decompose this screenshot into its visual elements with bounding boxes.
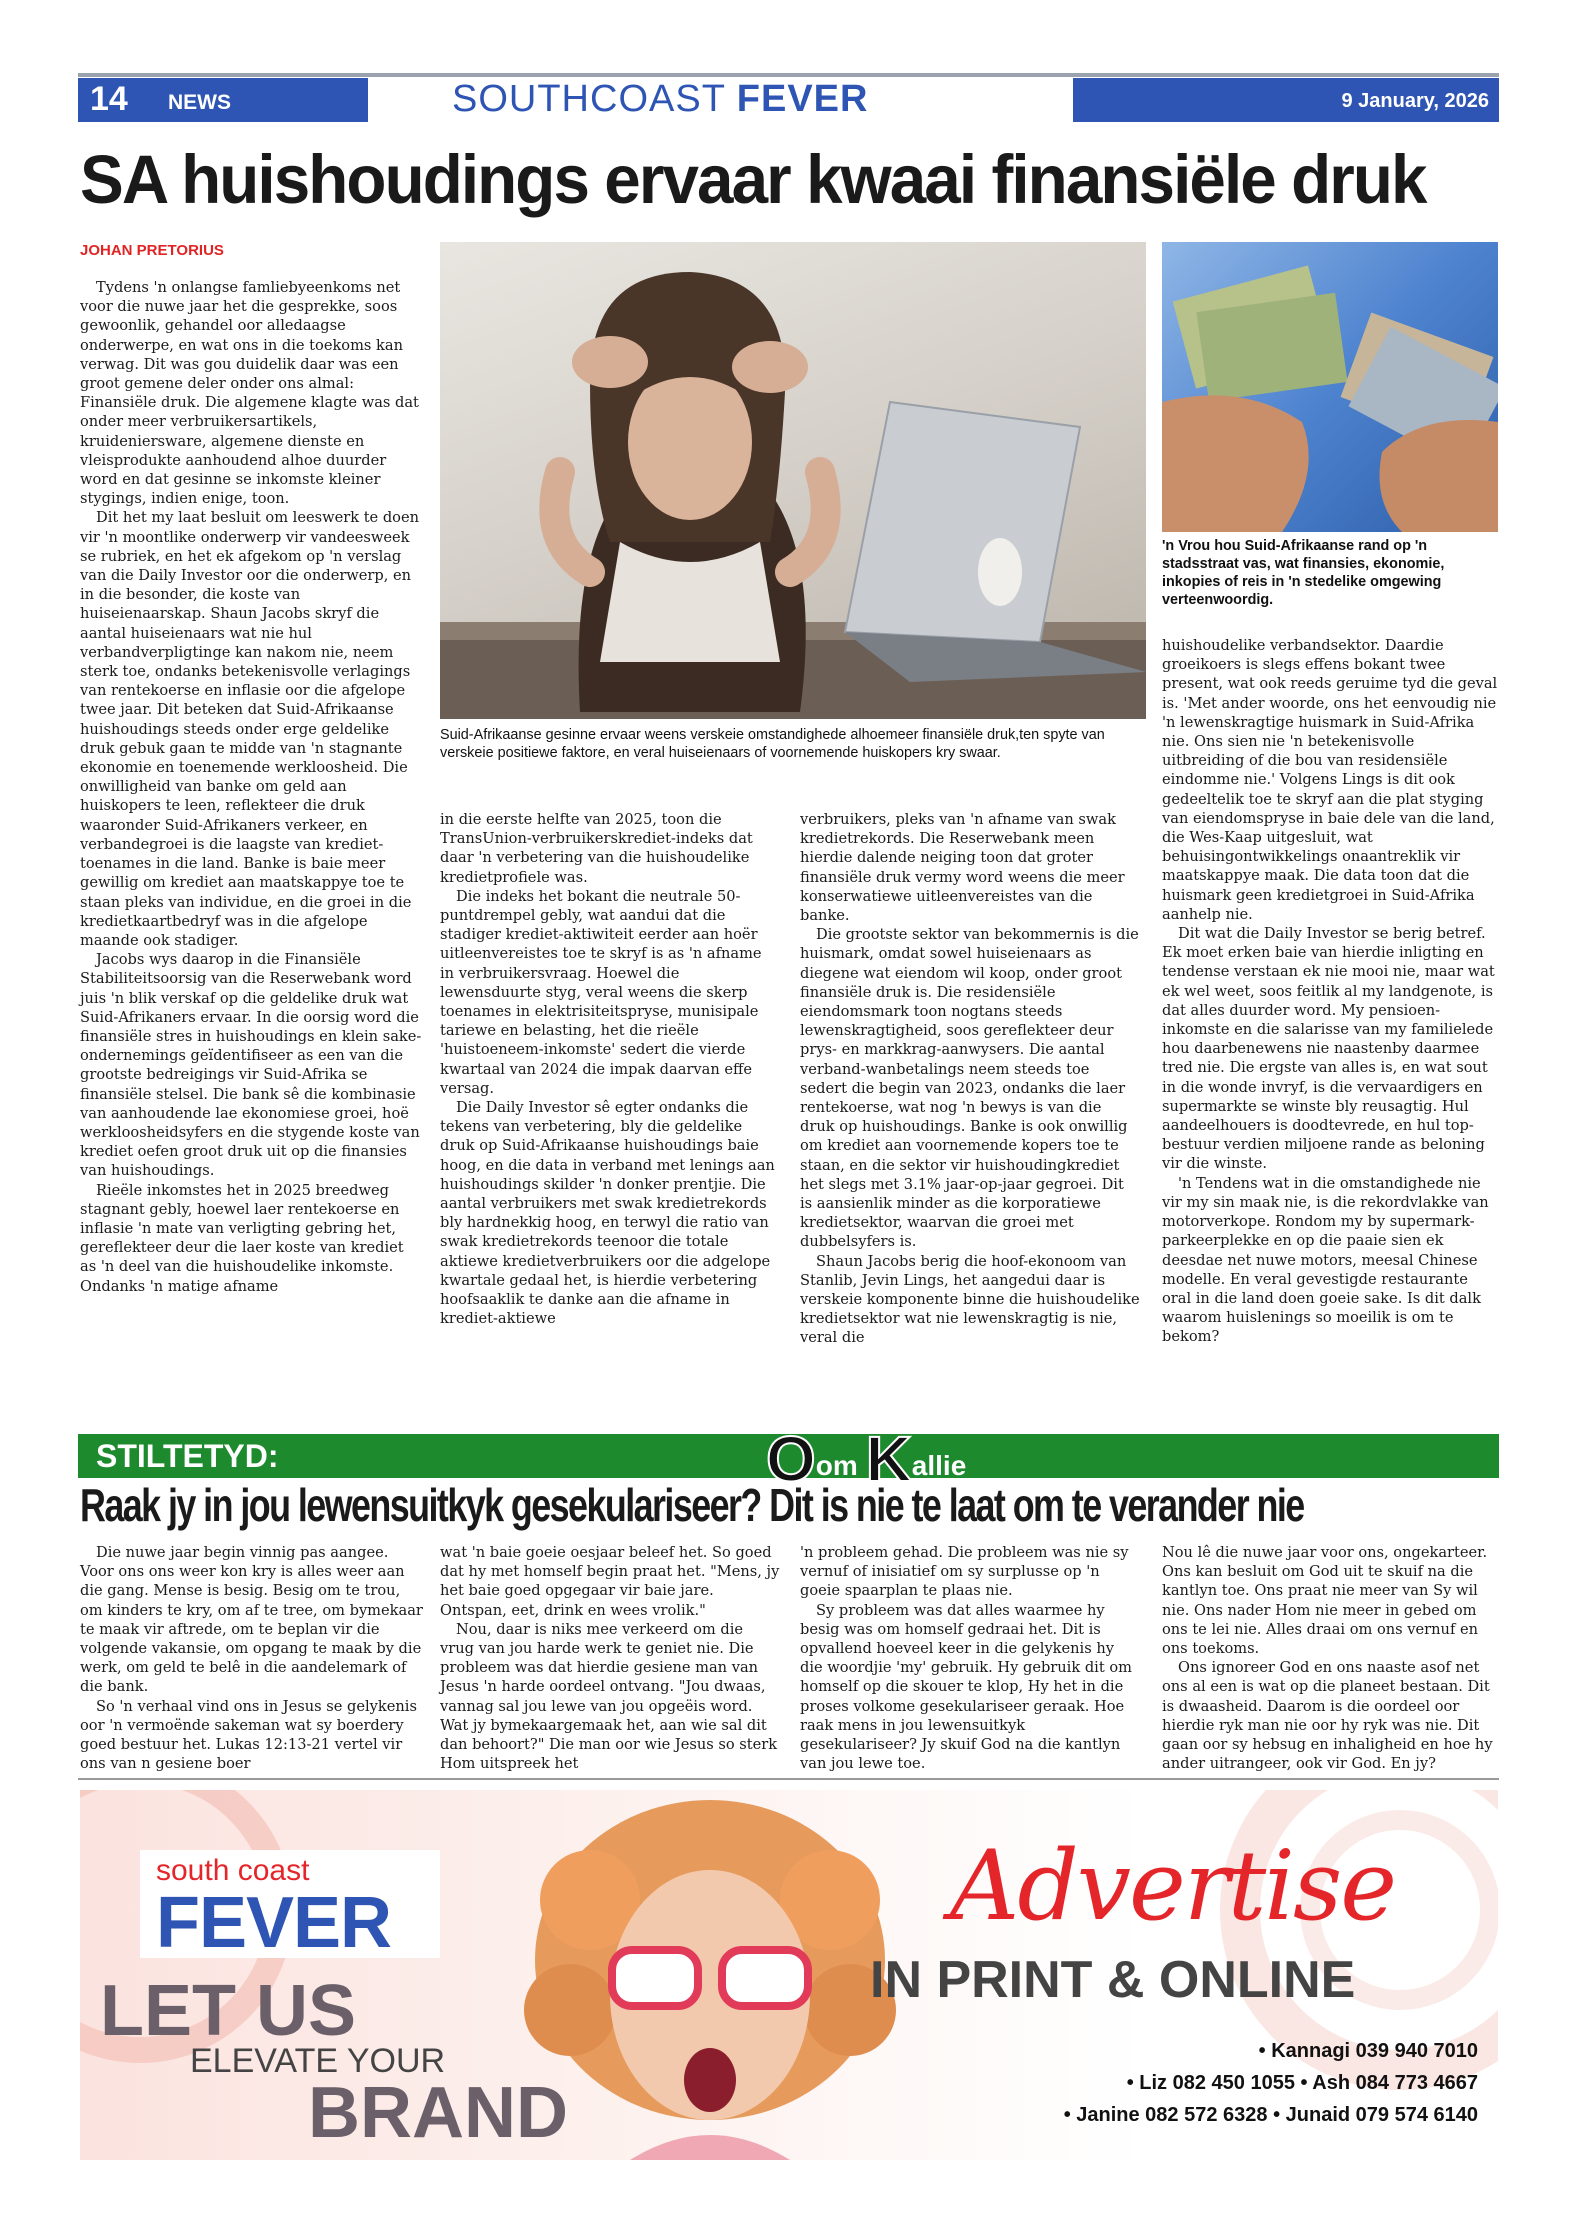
- paragraph: in die eerste helfte van 2025, toon die TransUnion-verbruikerskrediet-indeks dat daar 'n verbetering van die huishoudelike kredietprofiele was.: [440, 811, 753, 886]
- logo-bottom: FEVER: [156, 1883, 392, 1963]
- ad-line-3: BRAND: [308, 2073, 568, 2153]
- fever-logo: [140, 1850, 440, 1963]
- oom-rest: om: [815, 1450, 866, 1481]
- paragraph: Dit het my laat besluit om leeswerk te doen vir 'n moontlike onderwerp vir vandeesweek se rubriek, en het ek afgekom op 'n verslag van die Daily Investor oor die onderwerp, en in die besonder, die koste van huiseienaarskap. Shaun Jacobs skryf die aantal huiseienaars wat nie hul verbandverpligtinge kan nakom nie, neem sterk toe, ondanks betekenisvolle verlagings van rentekoerse en inflasie oor die afgelope twee jaar. Dit beteken dat Suid-Afrikaanse huishoudings steeds onder erge geldelike druk gebuk gaan te midde van 'n stagnante ekonomie en toenemende werkloosheid. Die onwilligheid van banke om geld aan huiskopers te leen, reflekteer die druk waaronder Suid-Afrikaners verkeer, en verbandegroei is die laagste van krediet-toenames in die land. Banke is baie meer gewillig om krediet aan maatskappye toe te staan pleks van individue, en die groei in die kredietkaartbedryf was in die afgelope maande ook stadiger.: [80, 509, 419, 949]
- masthead-bold: FEVER: [736, 78, 869, 120]
- logo-top: south coast: [156, 1854, 310, 1887]
- article-column-3: [800, 810, 1140, 1348]
- kallie-initial: K: [865, 1423, 912, 1495]
- masthead-light: SOUTHCOAST: [452, 78, 737, 120]
- stiltetyd-column-1: [80, 1543, 424, 1773]
- paragraph: 'n probleem gehad. Die probleem was nie sy vernuf of inisiatief om sy surplusse op 'n goeie spaarplan te plaas nie.: [800, 1544, 1129, 1600]
- stiltetyd-column-2: [440, 1543, 780, 1773]
- paragraph: Ons ignoreer God en ons naaste asof net ons al een is wat op die planeet bestaan. Dit is dwaasheid. Daarom is die oordeel oor hierdie ryk man nie oor hy ryk was nie. Dit gaan oor sy hebsug en inhaligheid en hoe hy ander uitrangeer, ook vir God. En jy?: [1162, 1659, 1493, 1773]
- paragraph: Die indeks het bokant die neutrale 50-puntdrempel gebly, wat aandui dat die stadiger krediet-aktiwiteit eerder aan hoër uitleenvereistes toe te skryf is as 'n afname in verbruikersvraag. Hoewel die lewensduurte styg, veral weens die skerp toenames in elektrisiteitspryse, munisipale tariewe en belasting, het die rieële 'huistoeneem-inkomste' sedert die vierde kwartaal van 2024 die impak daarvan effe versag.: [440, 887, 762, 1097]
- paragraph: Tydens 'n onlangse famliebyeenkoms net voor die nuwe jaar het die gesprekke, soos gewoonlik, gehandel oor alledaagse onderwerpe, en wat ons in die toekoms kan verwag. Dit was gou duidelik daar was een groot gemene deler onder ons almal: Finansiële druk. Die algemene klagte was dat onder meer verbruikersartikels, kruideniersware, algemene dienste en vleisprodukte aanhoudend alhoe duurder word en dat gesinne se inkomste kleiner stygings, indien enige, toon.: [80, 279, 419, 508]
- advert-rule: [78, 1778, 1499, 1780]
- photo-rand-notes-illustration: [1162, 242, 1498, 532]
- stiltetyd-band: [78, 1423, 1499, 1495]
- paragraph: So 'n verhaal vind ons in Jesus se gelykenis oor 'n vermoënde sakeman wat sy boerdery goed bestuur het. Lukas 12:13-21 vertel vir ons van n gesiene boer: [80, 1697, 417, 1773]
- stiltetyd-column-4: [1162, 1543, 1498, 1773]
- issue-date: 9 January, 2026: [1341, 90, 1489, 112]
- masthead-box: [368, 78, 1073, 122]
- ad-advertise: Advertise: [950, 1830, 1396, 1942]
- header-top-rule: [78, 73, 1499, 77]
- ad-print-online: IN PRINT & ONLINE: [870, 1951, 1356, 2009]
- photo-stressed-woman: [440, 242, 1146, 719]
- article-column-1: [80, 278, 424, 1296]
- paragraph: Die nuwe jaar begin vinnig pas aangee. Voor ons ons weer kon kry is alles weer aan die gang. Mense is besig. Besig om te trou, om kinders te kry, om af te tree, om bymekaar te maak vir aftrede, om te beplan vir die volgende vakansie, om opgang te maak by die werk, om geld te belê in die aandelemark of die bank.: [80, 1544, 423, 1696]
- paragraph: 'n Tendens wat in die omstandighede nie vir my sin maak nie, is die rekordvlakke van motorverkope. Rondom my by supermark-parkeerplekke en op die paaie sien ek deesdae net nuwe motors, meesal Chinese modelle. En veral gevestigde restaurante oral in die land doen goeie sake. Is dit dalk waarom huislenings so moeilik is om te bekom?: [1162, 1174, 1489, 1346]
- article-column-2: [440, 810, 780, 1328]
- masthead: [452, 78, 868, 121]
- ad-contact-3: • Janine 082 572 6328 • Junaid 079 574 6140: [1063, 2104, 1478, 2126]
- paragraph: Die Daily Investor sê egter ondanks die tekens van verbetering, bly die geldelike druk op Suid-Afrikaanse huishoudings baie hoog, en die data in verband met lenings aan huishoudings skilder 'n donker prentjie. Die aantal verbruikers met swak kredietrekords bly hardnekkig hoog, en terwyl die ratio van swak kredietrekords teenoor die totale aktiewe kredietverbruikers oor die adgelope kwartale gedaal het, is hierdie verbetering hoofsaaklik te danke aan die afname in krediet-aktiewe: [440, 1099, 775, 1328]
- section-label: NEWS: [168, 91, 231, 114]
- page-number: 14: [90, 80, 128, 118]
- paragraph: Rieële inkomstes het in 2025 breedweg stagnant gebly, hoewel laer rentekoerse en inflasie 'n mate van verligting gebring het, gereflekteer deur die laer koste van krediet as 'n deel van die huishoudelike inkomste. Ondanks 'n matige afname: [80, 1181, 404, 1295]
- article-headline: SA huishoudings ervaar kwaai finansiële druk: [80, 141, 1426, 218]
- byline: JOHAN PRETORIUS: [80, 242, 224, 259]
- advert-banner: [80, 1790, 1498, 2160]
- paragraph: Sy probleem was dat alles waarmee hy besig was om homself gedraai het. Dit is opvallend hoeveel keer in die gelykenis hy die woordjie 'my' gebruik. Hy gebruik dit om homself op die skouer te klop, Hy het in die proses volkome gesekulariseer geraak. Hoe raak mens in jou lewensuitkyk gesekulariseer? Jy skuif God na die kantlyn van jou lewe toe.: [800, 1601, 1132, 1773]
- paragraph: wat 'n baie goeie oesjaar beleef het. So goed dat hy met homself begin praat het. "Mens, jy het baie goed opgegaar vir baie jare. Ontspan, eet, drink en wees vrolik.": [440, 1544, 780, 1619]
- stiltetyd-label: STILTETYD:: [96, 1438, 279, 1474]
- paragraph: verbruikers, pleks van 'n afname van swak kredietrekords. Die Reserwebank meen hierdie dalende neiging toon dat groter finansiële druk vermy word weens die meer konserwatiewe uitleenvereistes van die banke.: [800, 811, 1125, 925]
- oom-initial: O: [766, 1423, 816, 1495]
- paragraph: Nou, daar is niks mee verkeerd om die vrug van jou harde werk te geniet nie. Die probleem was dat hierdie gesiene man van Jesus 'n harde oordeel ontvang. "Jou dwaas, vannag sal jou lewe van jou opgeëis word. Wat jy bymekaargemaak het, aan wie sal dit dan behoort?" Die man oor wie Jesus so sterk Hom uitspreek het: [440, 1620, 778, 1773]
- ad-contact-2: • Liz 082 450 1055 • Ash 084 773 4667: [1126, 2072, 1478, 2094]
- paragraph: Nou lê die nuwe jaar voor ons, ongekarteer. Ons kan besluit om God uit te skuif na die kantlyn toe. Ons praat nie meer van Sy wil nie. Ons nader Hom nie meer in gebed om ons te lei nie. Alles draai om ons vernuf en ons toekoms.: [1162, 1544, 1488, 1658]
- paragraph: huishoudelike verbandsektor. Daardie groeikoers is slegs effens bokant twee present, wat ook reeds geruime tyd die geval is. 'Met ander woorde, ons het eenvoudig nie 'n lewenskragtige huismark in Suid-Afrika nie. Ons sien nie 'n betekenisvolle uitbreiding of die bou van residensiële eindomme nie.' Volgens Lings is dit ook gedeeltelik toe te skryf aan die plat styging van eiendomspryse in baie dele van die land, die Wes-Kaap uitgesluit, wat behuisingontwikkelings onaantreklik vir maatskappye maak. Die data toon dat die huismark geen kredietgroei in Suid-Afrika aanhelp nie.: [1162, 637, 1498, 923]
- ad-line-1: LET US: [100, 1971, 357, 2051]
- stiltetyd-headline: Raak jy in jou lewensuitkyk gesekulariseer? Dit is nie te laat om te verander nie: [80, 1479, 1304, 1531]
- paragraph: Jacobs wys daarop in die Finansiële Stabiliteitsoorsig van die Reserwebank word juis 'n blik verskaf op die geldelike druk wat Suid-Afrikaners ervaar. In die oorsig word die finansiële stres in huishoudings en klein sake-ondernemings geïdentifiseer as een van die grootste bedreigings vir Suid-Afrika se finansiële stelsel. Die bank sê die kombinasie van aanhoudende lae ekonomiese groei, hoë werkloosheidsyfers en die stygende koste van krediet oefen groot druk uit op die finansies van huishoudings.: [80, 951, 422, 1180]
- side-photo-caption: 'n Vrou hou Suid-Afrikaanse rand op 'n stadsstraat vas, wat finansies, ekonomie, inkopies of reis in 'n stedelike omgewing verteenwoordig.: [1162, 538, 1445, 608]
- paragraph: Dit wat die Daily Investor se berig betref. Ek moet erken baie van hierdie inligting en tendense verstaan ek nie mooi nie, maar wat ek wel weet, soos feitlik al my landgenote, is dat alles duurder word. My pensioen-inkomste en die salarisse van my familielede hou daarbenewens nie naastenby daarmee tred nie. Die ergste van alles is, en wat sout in die wonde invryf, is die vervaardigers en supermarkte se winste bly reusagtig. Hul aandeelhouers is doodtevrede, en hul top-bestuur verdien miljoene rande as beloning vir die winste.: [1162, 925, 1495, 1173]
- page-header: [78, 78, 1499, 122]
- photo-stressed-woman-illustration: [440, 242, 1146, 719]
- photo-rand-notes: [1162, 242, 1498, 532]
- article-column-4: [1162, 636, 1498, 1347]
- kallie-rest: allie: [911, 1450, 967, 1481]
- surprised-woman-illustration: [500, 1790, 920, 2160]
- main-photo-caption: Suid-Afrikaanse gesinne ervaar weens verskeie omstandighede alhoemeer finansiële druk,ten spyte van verskeie positiewe faktore, en veral huiseienaars of voornemende huiskopers kry swaar.: [440, 727, 1105, 761]
- paragraph: Shaun Jacobs berig die hoof-ekonoom van Stanlib, Jevin Lings, het aangedui daar is verskeie komponente binne die huishoudelike kredietsektor wat nie lewenskragtig is nie, veral die: [800, 1252, 1140, 1347]
- stiltetyd-column-3: [800, 1543, 1140, 1773]
- paragraph: Die grootste sektor van bekommernis is die huismark, omdat sowel huiseienaars as diegene wat eiendom wil koop, onder groot finansiële druk is. Die residensiële eiendomsmark toon nogtans steeds lewenskragtigheid, soos gereflekteer deur prys- en markkrag-aanwysers. Die aantal verband-wanbetalings neem steeds toe sedert die begin van 2023, ondanks die laer rentekoerse, wat nog 'n bewys is van die druk op huishoudings. Banke is ook onwillig om krediet aan voornemende kopers toe te staan, en die sektor vir huishoudingkrediet het slegs met 3.1% jaar-op-jaar gegroei. Dit is aansienlik minder as die korporatiewe kredietsektor, waarvan die groei met dubbelsyfers is.: [800, 926, 1139, 1251]
- ad-line-2: ELEVATE YOUR: [190, 2042, 446, 2080]
- ad-contact-1: • Kannagi 039 940 7010: [1258, 2040, 1478, 2062]
